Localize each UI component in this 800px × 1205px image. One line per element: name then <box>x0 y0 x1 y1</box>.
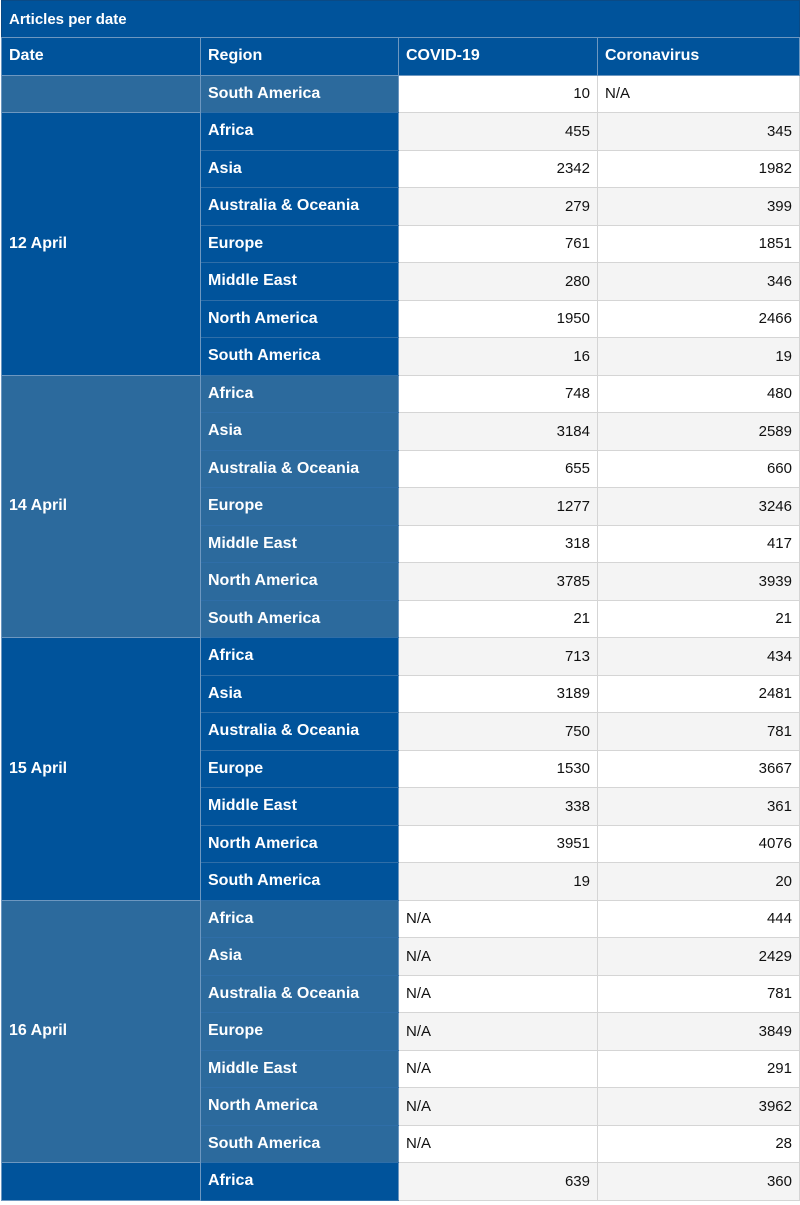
covid-19-count-cell: 318 <box>399 525 598 563</box>
covid-19-count-cell: N/A <box>399 900 598 938</box>
region-cell: Australia & Oceania <box>201 188 399 226</box>
covid-19-count-cell: 19 <box>399 863 598 901</box>
table-row <box>2 113 800 151</box>
coronavirus-count-cell: 781 <box>598 975 800 1013</box>
column-header-date: Date <box>2 38 201 76</box>
covid-19-count-cell: 3951 <box>399 825 598 863</box>
coronavirus-count-cell: 1851 <box>598 225 800 263</box>
coronavirus-count-cell: 2481 <box>598 675 800 713</box>
covid-19-count-cell: N/A <box>399 1088 598 1126</box>
region-cell: Australia & Oceania <box>201 713 399 751</box>
table-row <box>2 375 800 413</box>
date-cell <box>2 75 201 113</box>
coronavirus-count-cell: 3667 <box>598 750 800 788</box>
covid-19-count-cell: 279 <box>399 188 598 226</box>
region-cell: Asia <box>201 938 399 976</box>
region-cell: Middle East <box>201 788 399 826</box>
date-cell <box>2 1163 201 1201</box>
column-header-covid: COVID-19 <box>399 38 598 76</box>
coronavirus-count-cell: 3246 <box>598 488 800 526</box>
coronavirus-count-cell: 1982 <box>598 150 800 188</box>
table-row <box>2 1163 800 1201</box>
covid-19-count-cell: 1950 <box>399 300 598 338</box>
column-header-region: Region <box>201 38 399 76</box>
covid-19-count-cell: N/A <box>399 938 598 976</box>
covid-19-count-cell: 338 <box>399 788 598 826</box>
column-header-coronavirus: Coronavirus <box>598 38 800 76</box>
coronavirus-count-cell: N/A <box>598 75 800 113</box>
region-cell: Africa <box>201 113 399 151</box>
covid-19-count-cell: 16 <box>399 338 598 376</box>
covid-19-count-cell: 1277 <box>399 488 598 526</box>
coronavirus-count-cell: 346 <box>598 263 800 301</box>
coronavirus-count-cell: 3939 <box>598 563 800 601</box>
region-cell: Africa <box>201 638 399 676</box>
region-cell: Middle East <box>201 263 399 301</box>
coronavirus-count-cell: 345 <box>598 113 800 151</box>
coronavirus-count-cell: 444 <box>598 900 800 938</box>
covid-19-count-cell: 455 <box>399 113 598 151</box>
covid-19-count-cell: 3785 <box>399 563 598 601</box>
region-cell: Asia <box>201 413 399 451</box>
region-cell: Middle East <box>201 525 399 563</box>
region-cell: Australia & Oceania <box>201 975 399 1013</box>
coronavirus-count-cell: 360 <box>598 1163 800 1201</box>
covid-19-count-cell: 713 <box>399 638 598 676</box>
covid-19-count-cell: 750 <box>399 713 598 751</box>
region-cell: North America <box>201 300 399 338</box>
coronavirus-count-cell: 291 <box>598 1050 800 1088</box>
coronavirus-count-cell: 361 <box>598 788 800 826</box>
region-cell: Africa <box>201 900 399 938</box>
region-cell: South America <box>201 600 399 638</box>
region-cell: Asia <box>201 675 399 713</box>
region-cell: Africa <box>201 1163 399 1201</box>
region-cell: Europe <box>201 750 399 788</box>
region-cell: North America <box>201 1088 399 1126</box>
coronavirus-count-cell: 3849 <box>598 1013 800 1051</box>
region-cell: South America <box>201 1125 399 1163</box>
coronavirus-count-cell: 4076 <box>598 825 800 863</box>
date-cell: 12 April <box>2 113 201 376</box>
date-cell: 16 April <box>2 900 201 1163</box>
date-cell: 14 April <box>2 375 201 638</box>
table-row <box>2 638 800 676</box>
coronavirus-count-cell: 21 <box>598 600 800 638</box>
region-cell: Europe <box>201 1013 399 1051</box>
covid-19-count-cell: N/A <box>399 1125 598 1163</box>
region-cell: South America <box>201 75 399 113</box>
region-cell: Australia & Oceania <box>201 450 399 488</box>
region-cell: Europe <box>201 225 399 263</box>
covid-19-count-cell: 10 <box>399 75 598 113</box>
table-row <box>2 900 800 938</box>
region-cell: Europe <box>201 488 399 526</box>
covid-19-count-cell: 3189 <box>399 675 598 713</box>
covid-19-count-cell: 3184 <box>399 413 598 451</box>
table-body <box>2 75 800 1200</box>
table-title: Articles per date <box>1 0 800 37</box>
coronavirus-count-cell: 20 <box>598 863 800 901</box>
coronavirus-count-cell: 434 <box>598 638 800 676</box>
table-row <box>2 75 800 113</box>
covid-19-count-cell: 21 <box>399 600 598 638</box>
header-row <box>2 38 800 76</box>
covid-19-count-cell: 639 <box>399 1163 598 1201</box>
region-cell: South America <box>201 863 399 901</box>
covid-19-count-cell: N/A <box>399 1050 598 1088</box>
region-cell: Asia <box>201 150 399 188</box>
covid-19-count-cell: 1530 <box>399 750 598 788</box>
coronavirus-count-cell: 480 <box>598 375 800 413</box>
region-cell: North America <box>201 825 399 863</box>
covid-19-count-cell: N/A <box>399 975 598 1013</box>
coronavirus-count-cell: 2429 <box>598 938 800 976</box>
coronavirus-count-cell: 28 <box>598 1125 800 1163</box>
region-cell: Middle East <box>201 1050 399 1088</box>
coronavirus-count-cell: 3962 <box>598 1088 800 1126</box>
articles-table <box>1 0 800 1201</box>
covid-19-count-cell: 761 <box>399 225 598 263</box>
coronavirus-count-cell: 2466 <box>598 300 800 338</box>
coronavirus-count-cell: 417 <box>598 525 800 563</box>
date-cell: 15 April <box>2 638 201 901</box>
covid-19-count-cell: 2342 <box>399 150 598 188</box>
coronavirus-count-cell: 660 <box>598 450 800 488</box>
covid-19-count-cell: 655 <box>399 450 598 488</box>
region-cell: North America <box>201 563 399 601</box>
region-cell: South America <box>201 338 399 376</box>
coronavirus-count-cell: 19 <box>598 338 800 376</box>
covid-19-count-cell: 748 <box>399 375 598 413</box>
covid-19-count-cell: N/A <box>399 1013 598 1051</box>
covid-19-count-cell: 280 <box>399 263 598 301</box>
region-cell: Africa <box>201 375 399 413</box>
coronavirus-count-cell: 2589 <box>598 413 800 451</box>
coronavirus-count-cell: 399 <box>598 188 800 226</box>
coronavirus-count-cell: 781 <box>598 713 800 751</box>
